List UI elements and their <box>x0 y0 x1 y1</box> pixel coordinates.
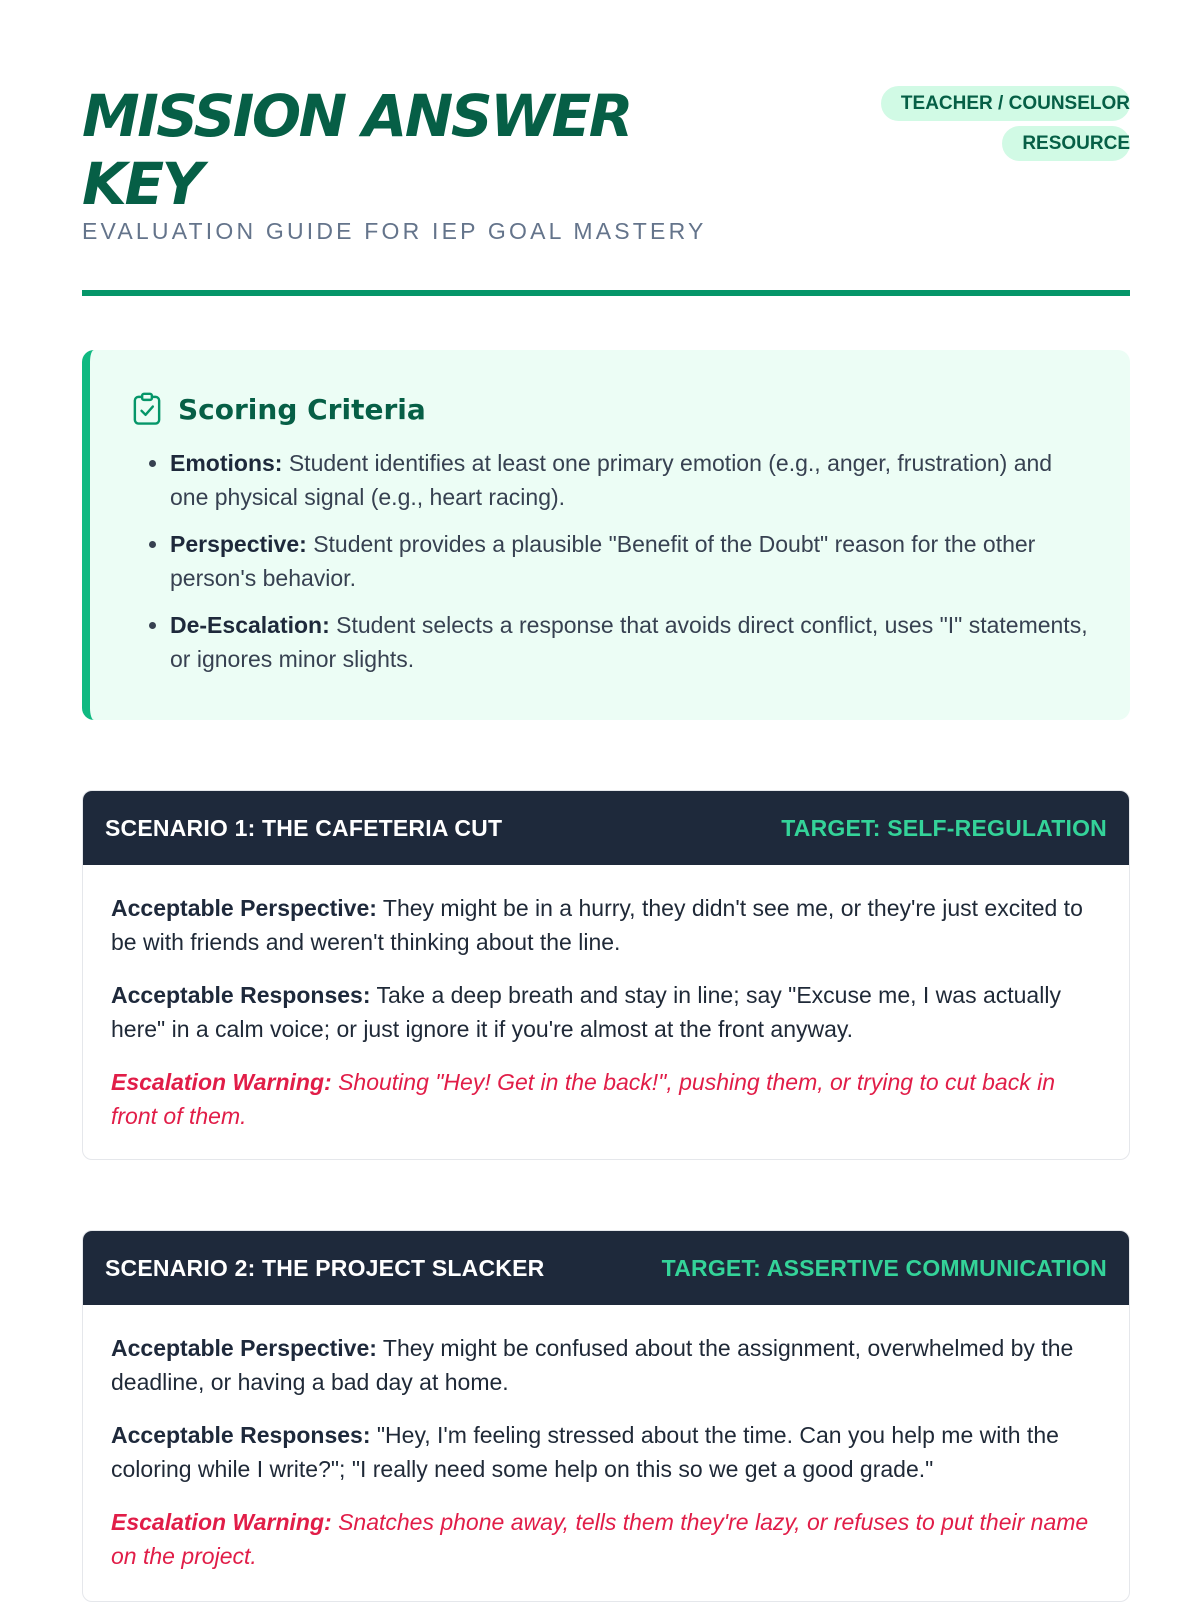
scenario-body <box>83 1305 1129 1573</box>
acceptable-responses <box>111 978 1101 1046</box>
answer-key-page <box>82 0 1130 1569</box>
perspective-label: Acceptable Perspective: <box>111 1335 377 1361</box>
responses-text: "Hey, I'm feeling stressed about the time. Can you help me with the coloring while I write?"; "I really need some help on this so we get a good grade." <box>111 1422 1059 1482</box>
scenario-body <box>83 865 1129 1133</box>
resource-badge <box>868 84 1130 164</box>
criteria-list <box>132 446 1090 676</box>
scenario-title: SCENARIO 1: THE CAFETERIA CUT <box>105 814 503 841</box>
perspective-label: Acceptable Perspective: <box>111 895 377 921</box>
criteria-item-text: Student provides a plausible "Benefit of the Doubt" reason for the other person's behavior. <box>170 531 1036 591</box>
scenario-header <box>83 791 1129 865</box>
scoring-criteria-title: Scoring Criteria <box>178 392 426 426</box>
warning-text: Shouting "Hey! Get in the back!", pushing them, or trying to cut back in front of them. <box>111 1069 1055 1129</box>
criteria-item-label: De-Escalation: <box>170 612 330 638</box>
responses-label: Acceptable Responses: <box>111 1422 371 1448</box>
criteria-item-de-escalation <box>170 608 1090 676</box>
scenario-target: TARGET: ASSERTIVE COMMUNICATION <box>661 1254 1107 1281</box>
criteria-item-label: Emotions: <box>170 450 283 476</box>
scenario-target: TARGET: SELF-REGULATION <box>781 814 1107 841</box>
scoring-criteria-box <box>82 350 1130 720</box>
page-title: MISSION ANSWER KEY <box>82 82 631 218</box>
scoring-criteria-header <box>132 392 1090 426</box>
criteria-item-perspective <box>170 527 1090 595</box>
warning-label: Escalation Warning: <box>111 1509 332 1535</box>
acceptable-perspective <box>111 1331 1101 1399</box>
page-header <box>82 0 1130 296</box>
scenario-title: SCENARIO 2: THE PROJECT SLACKER <box>105 1254 545 1281</box>
criteria-item-emotions <box>170 446 1090 514</box>
criteria-item-text: Student identifies at least one primary emotion (e.g., anger, frustration) and one physical signal (e.g., heart racing). <box>170 450 1053 510</box>
acceptable-responses <box>111 1418 1101 1486</box>
responses-text: Take a deep breath and stay in line; say "Excuse me, I was actually here" in a calm voice; or just ignore it if you're almost at the front anyway. <box>111 982 1061 1042</box>
perspective-text: They might be in a hurry, they didn't see me, or they're just excited to be with friends and weren't thinking about the line. <box>111 895 1083 955</box>
escalation-warning <box>111 1065 1101 1133</box>
resource-badge-label: TEACHER / COUNSELOR RESOURCE <box>881 86 1130 161</box>
warning-text: Snatches phone away, tells them they're lazy, or refuses to put their name on the project. <box>111 1509 1089 1569</box>
clipboard-check-icon <box>132 392 162 426</box>
acceptable-perspective <box>111 891 1101 959</box>
perspective-text: They might be confused about the assignment, overwhelmed by the deadline, or having a bad day at home. <box>111 1335 1074 1395</box>
scenario-card-1 <box>82 790 1130 1160</box>
header-divider <box>82 290 1130 296</box>
page-subtitle: EVALUATION GUIDE FOR IEP GOAL MASTERY <box>82 218 707 244</box>
criteria-item-label: Perspective: <box>170 531 307 557</box>
criteria-item-text: Student selects a response that avoids direct conflict, uses "I" statements, or ignores minor slights. <box>170 612 1088 672</box>
escalation-warning <box>111 1505 1101 1573</box>
warning-label: Escalation Warning: <box>111 1069 332 1095</box>
scenario-card-2 <box>82 1230 1130 1602</box>
scenario-header <box>83 1231 1129 1305</box>
responses-label: Acceptable Responses: <box>111 982 371 1008</box>
